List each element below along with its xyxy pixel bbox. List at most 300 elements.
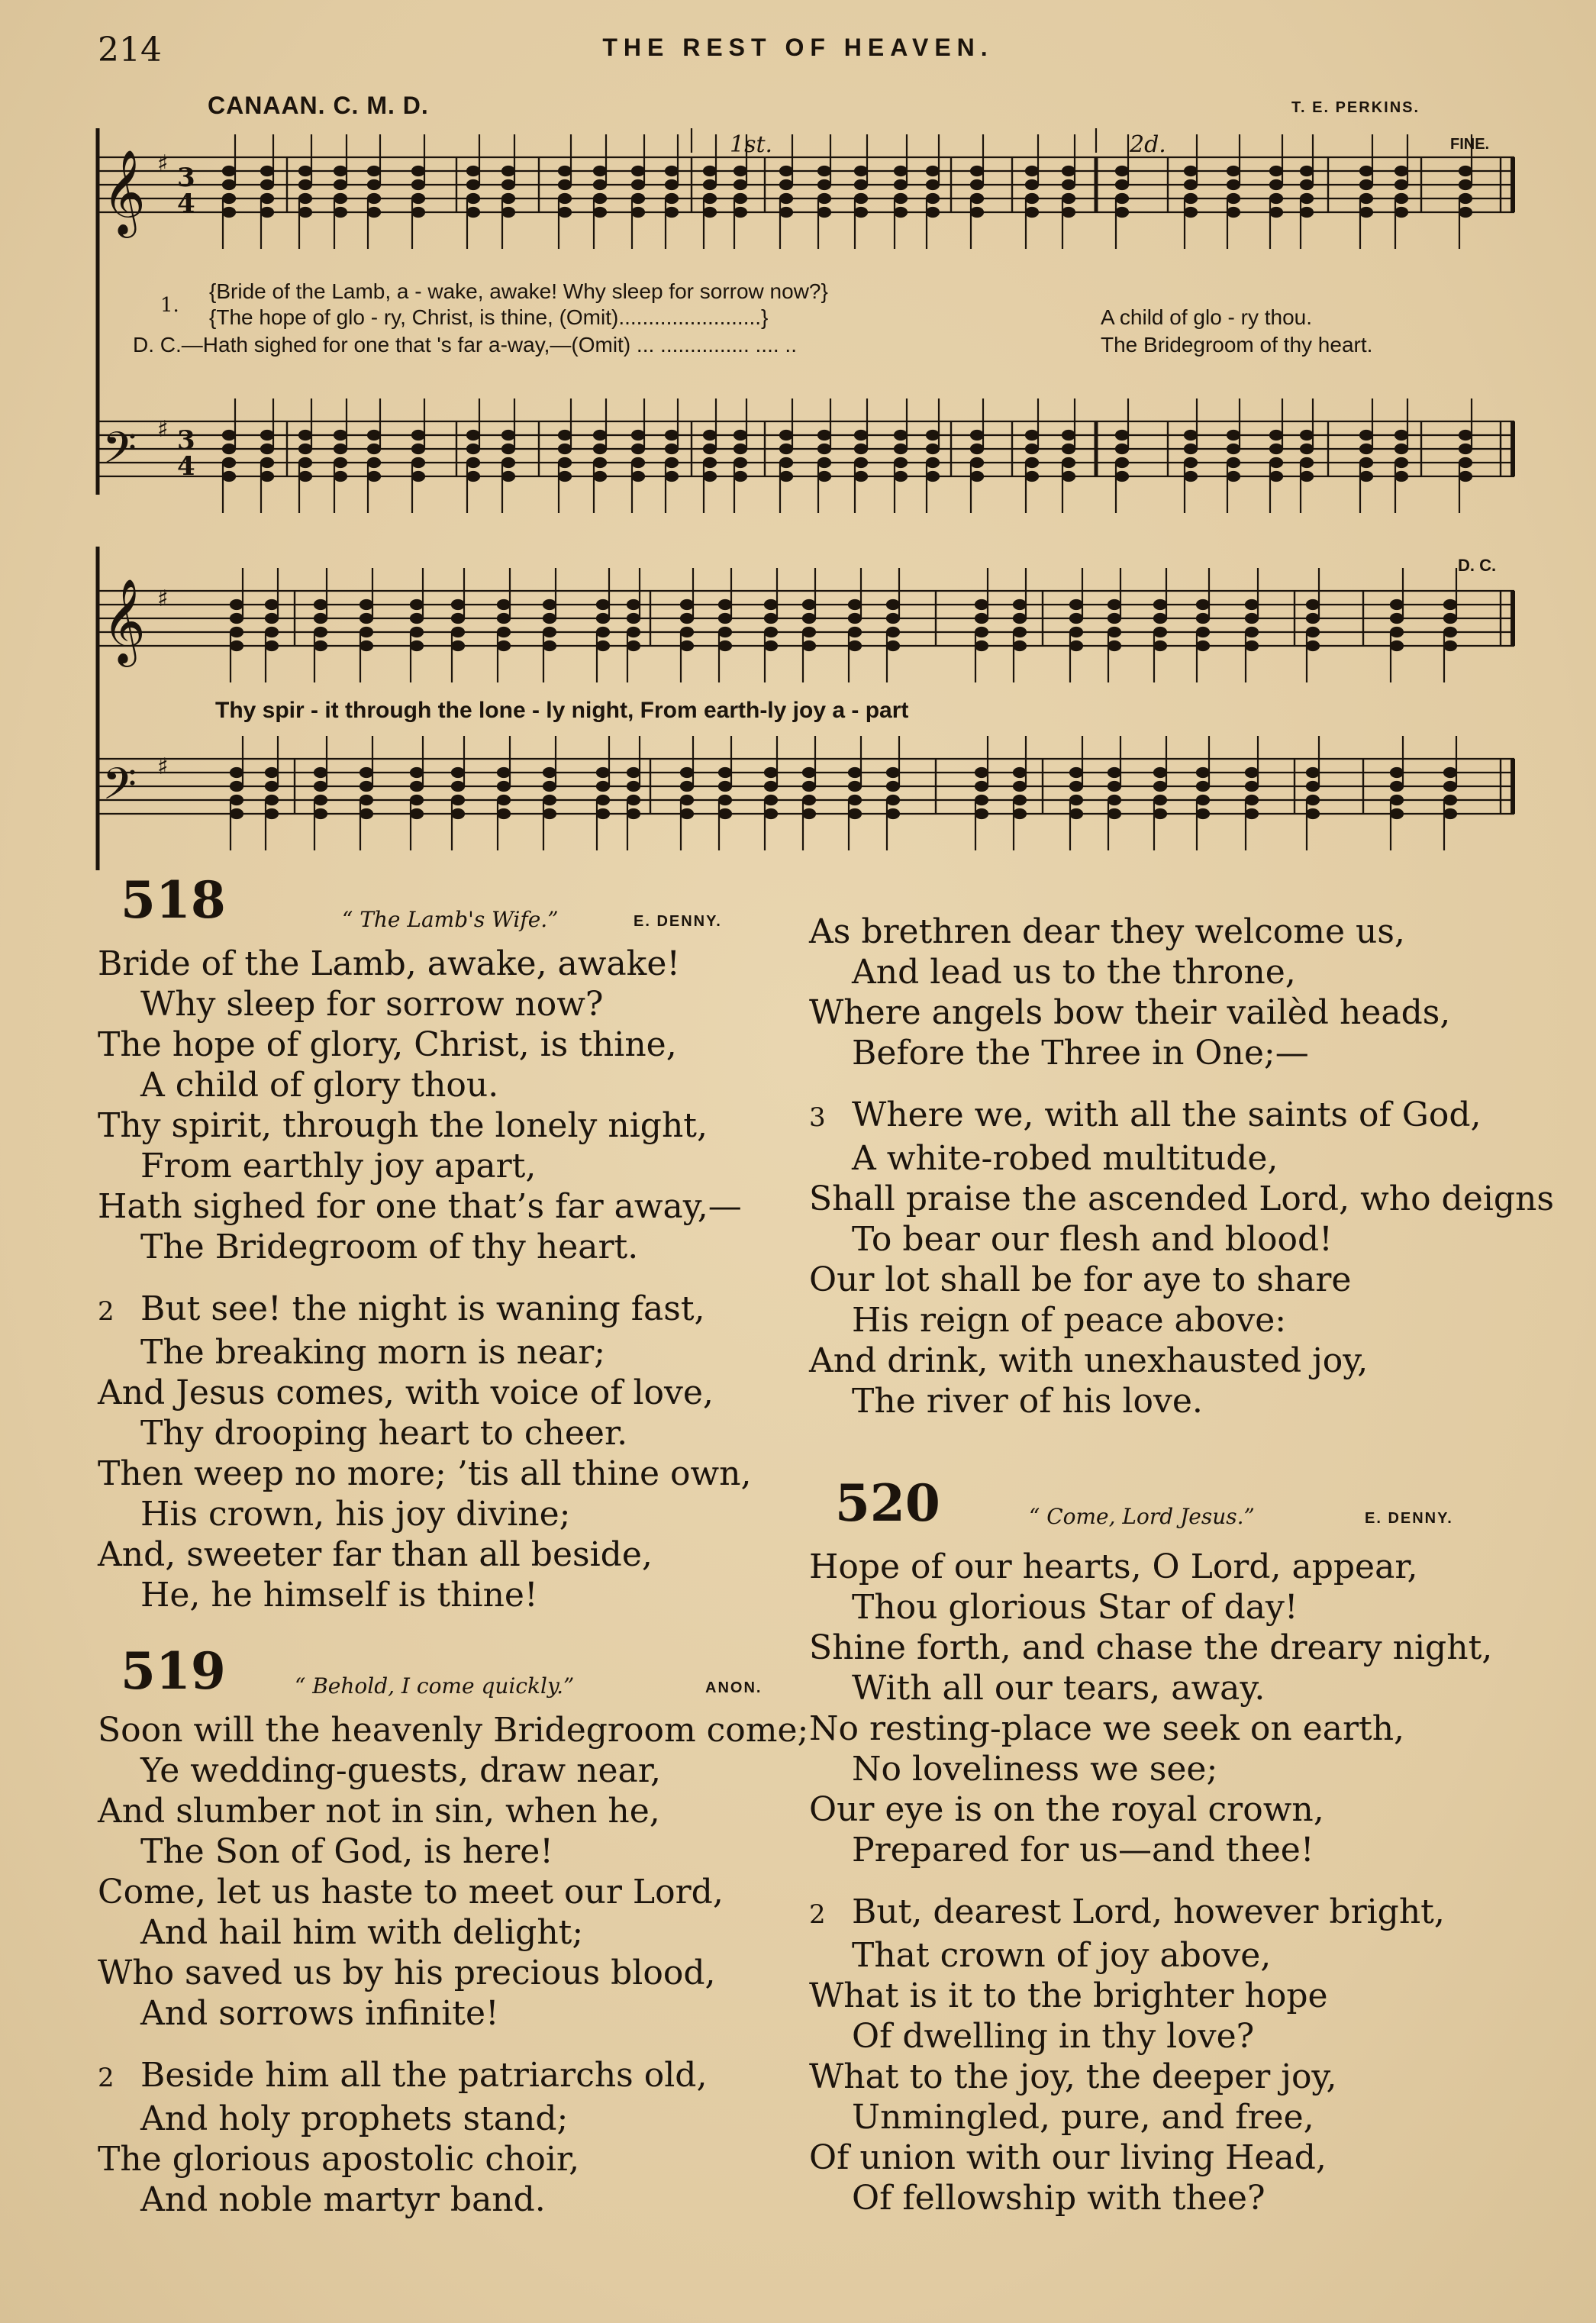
notehead (334, 431, 347, 440)
verse-line-text: And sorrows infinite! (140, 1994, 499, 2033)
notehead (1227, 208, 1240, 217)
notehead (780, 472, 792, 481)
notehead (734, 431, 746, 440)
notehead (803, 628, 815, 637)
notehead (1459, 208, 1472, 217)
notehead (780, 208, 792, 217)
notehead (895, 180, 907, 189)
notehead (927, 208, 939, 217)
verse-line (809, 1708, 1492, 1749)
notehead (498, 628, 510, 637)
notehead (543, 809, 556, 818)
verse-line (98, 2099, 808, 2139)
notehead (818, 208, 830, 217)
notehead (223, 180, 235, 189)
notehead (1270, 431, 1282, 440)
notehead (1227, 194, 1240, 203)
notehead (467, 458, 479, 467)
notehead (975, 795, 988, 805)
verse-line-text: Thy drooping heart to cheer. (140, 1414, 628, 1453)
notehead (818, 458, 830, 467)
notehead (855, 458, 867, 467)
notehead (597, 795, 609, 805)
notehead (360, 795, 372, 805)
notehead (412, 180, 424, 189)
notehead (231, 614, 243, 623)
notehead (1070, 614, 1082, 623)
notehead (498, 768, 510, 777)
notehead (1108, 600, 1120, 609)
notehead (1197, 628, 1209, 637)
verse-line (98, 2179, 808, 2220)
verse-line-text: Ye wedding-guests, draw near, (140, 1751, 661, 1790)
verse-line-text: That crown of joy above, (852, 1936, 1272, 1975)
hymn-author: E. DENNY. (1365, 1510, 1453, 1527)
notehead (266, 614, 278, 623)
notehead (314, 628, 327, 637)
notehead (803, 614, 815, 623)
verse-line (809, 1179, 1554, 1219)
notehead (266, 600, 278, 609)
notehead (467, 208, 479, 217)
notehead (975, 641, 988, 650)
notehead (627, 768, 640, 777)
verse-line-text: Thy spirit, through the lonely night, (98, 1106, 708, 1145)
notehead (1459, 194, 1472, 203)
notehead (334, 458, 347, 467)
notehead (498, 782, 510, 791)
notehead (887, 809, 899, 818)
notehead (597, 614, 609, 623)
notehead (1391, 641, 1403, 650)
underlay-line-2: Thy spir - it through the lone - ly night, From earth-ly joy a - part (215, 698, 909, 723)
verse-line-text: The river of his love. (852, 1382, 1203, 1421)
notehead (1270, 194, 1282, 203)
notehead (1360, 431, 1372, 440)
notehead (1108, 628, 1120, 637)
notehead (314, 614, 327, 623)
notehead (1391, 600, 1403, 609)
notehead (1301, 431, 1313, 440)
notehead (1391, 614, 1403, 623)
notehead (666, 458, 678, 467)
notehead (334, 444, 347, 453)
notehead (627, 641, 640, 650)
verse-line (809, 1935, 1492, 1976)
notehead (299, 431, 311, 440)
notehead (1270, 180, 1282, 189)
notehead (543, 600, 556, 609)
notehead (1307, 809, 1319, 818)
verse-line (98, 1024, 751, 1065)
notehead (1014, 614, 1026, 623)
notehead (803, 600, 815, 609)
notehead (412, 166, 424, 176)
notehead (1307, 782, 1319, 791)
notehead (597, 782, 609, 791)
notehead (849, 768, 861, 777)
notehead (765, 782, 777, 791)
notehead (1227, 444, 1240, 453)
notehead (734, 458, 746, 467)
notehead (334, 194, 347, 203)
hymn-number: 518 (121, 870, 226, 930)
verse-line-text: The hope of glory, Christ, is thine, (98, 1025, 677, 1064)
notehead (368, 444, 380, 453)
notehead (1270, 472, 1282, 481)
notehead (411, 795, 423, 805)
notehead (1185, 208, 1197, 217)
verse-line-text: What to the joy, the deeper joy, (809, 2057, 1337, 2096)
hymn-title: “ Come, Lord Jesus.” (1029, 1504, 1255, 1529)
notehead (231, 768, 243, 777)
notehead (543, 628, 556, 637)
notehead (261, 208, 273, 217)
notehead (734, 472, 746, 481)
notehead (1070, 795, 1082, 805)
treble-clef-icon: 𝄞 (102, 578, 146, 663)
notehead (765, 614, 777, 623)
verse-line (809, 1587, 1492, 1628)
notehead (261, 194, 273, 203)
notehead (627, 795, 640, 805)
notehead (223, 458, 235, 467)
verse-line (809, 1381, 1554, 1421)
notehead (765, 628, 777, 637)
stanza-number: 2 (98, 1296, 114, 1327)
notehead (1395, 208, 1407, 217)
notehead (1026, 472, 1038, 481)
verse-line (98, 1413, 751, 1453)
notehead (1301, 208, 1313, 217)
verse-line-text: Hope of our hearts, O Lord, appear, (809, 1547, 1418, 1586)
notehead (411, 614, 423, 623)
notehead (543, 782, 556, 791)
verse-line (809, 1892, 1492, 1935)
notehead (412, 458, 424, 467)
notehead (543, 614, 556, 623)
notehead (452, 641, 464, 650)
verse-line-text: His reign of peace above: (852, 1301, 1287, 1340)
notehead (1014, 809, 1026, 818)
notehead (704, 166, 716, 176)
verse-line-text: Then weep no more; ’tis all thine own, (98, 1454, 752, 1493)
notehead (975, 782, 988, 791)
notehead (719, 809, 731, 818)
notehead (887, 600, 899, 609)
notehead (975, 768, 988, 777)
notehead (855, 166, 867, 176)
verse-line (98, 1105, 751, 1146)
notehead (412, 444, 424, 453)
verse-line (98, 1186, 751, 1227)
notehead (627, 600, 640, 609)
notehead (1444, 600, 1456, 609)
notehead (543, 641, 556, 650)
verse-line-text: And, sweeter far than all beside, (98, 1535, 653, 1574)
notehead (927, 194, 939, 203)
verse-line (98, 1953, 808, 1993)
notehead (719, 795, 731, 805)
notehead (1307, 614, 1319, 623)
notehead (734, 166, 746, 176)
verse-line-text: And drink, with unexhausted joy, (809, 1341, 1369, 1380)
notehead (1395, 472, 1407, 481)
notehead (597, 600, 609, 609)
notehead (266, 628, 278, 637)
notehead (971, 458, 983, 467)
notehead (1185, 431, 1197, 440)
notehead (502, 166, 514, 176)
notehead (261, 458, 273, 467)
verse-line (98, 1831, 808, 1872)
verse-line (809, 1260, 1554, 1300)
notehead (360, 768, 372, 777)
notehead (1301, 166, 1313, 176)
notehead (1395, 458, 1407, 467)
notehead (1116, 431, 1128, 440)
hymn-author: ANON. (705, 1679, 763, 1696)
notehead (719, 600, 731, 609)
notehead (1395, 166, 1407, 176)
notehead (681, 628, 693, 637)
notehead (681, 600, 693, 609)
notehead (1014, 628, 1026, 637)
verse-line-text: And slumber not in sin, when he, (98, 1792, 660, 1831)
notehead (261, 444, 273, 453)
notehead (266, 795, 278, 805)
notehead (849, 782, 861, 791)
underlay-line-1a: {Bride of the Lamb, a - wake, awake! Why sleep for sorrow now?} (209, 279, 828, 303)
notehead (543, 795, 556, 805)
notehead (467, 431, 479, 440)
notehead (1227, 472, 1240, 481)
notehead (627, 614, 640, 623)
sharp-icon: ♯ (157, 586, 169, 612)
notehead (1227, 180, 1240, 189)
verse-line-text: Hath sighed for one that’s far away,— (98, 1187, 742, 1226)
notehead (971, 166, 983, 176)
notehead (1185, 444, 1197, 453)
notehead (1014, 768, 1026, 777)
notehead (1108, 809, 1120, 818)
notehead (627, 809, 640, 818)
notehead (975, 628, 988, 637)
notehead (1108, 782, 1120, 791)
verse-line-text: With all our tears, away. (852, 1669, 1266, 1708)
notehead (1185, 458, 1197, 467)
verse-line-text: To bear our flesh and blood! (852, 1220, 1333, 1259)
underlay-line-1e: The Bridegroom of thy heart. (1101, 333, 1373, 357)
notehead (1307, 628, 1319, 637)
notehead (368, 166, 380, 176)
verse-line (98, 1373, 751, 1413)
notehead (411, 628, 423, 637)
notehead (594, 180, 606, 189)
notehead (360, 641, 372, 650)
hymn-author: E. DENNY. (634, 913, 722, 930)
notehead (299, 194, 311, 203)
notehead (627, 628, 640, 637)
notehead (559, 166, 571, 176)
verse-line (809, 1830, 1492, 1870)
notehead (1246, 600, 1258, 609)
notehead (1197, 641, 1209, 650)
notehead (266, 809, 278, 818)
notehead (1154, 809, 1166, 818)
notehead (368, 431, 380, 440)
notehead (927, 444, 939, 453)
notehead (452, 614, 464, 623)
notehead (597, 768, 609, 777)
notehead (1062, 444, 1075, 453)
svg-text:3: 3 (177, 163, 195, 193)
notehead (334, 208, 347, 217)
notehead (1062, 458, 1075, 467)
notehead (1062, 472, 1075, 481)
verse-line-text: What is it to the brighter hope (809, 1976, 1328, 2015)
stanza-number: 3 (809, 1102, 826, 1133)
notehead (559, 180, 571, 189)
notehead (1116, 208, 1128, 217)
notehead (411, 641, 423, 650)
verse-line (98, 1575, 751, 1615)
notehead (681, 614, 693, 623)
verse-line-text: Bride of the Lamb, awake, awake! (98, 944, 681, 983)
notehead (818, 180, 830, 189)
notehead (1301, 444, 1313, 453)
notehead (1395, 180, 1407, 189)
notehead (803, 795, 815, 805)
notehead (927, 472, 939, 481)
notehead (1444, 782, 1456, 791)
notehead (1116, 458, 1128, 467)
notehead (1444, 809, 1456, 818)
bass-clef-icon: 𝄢 (102, 422, 137, 485)
notehead (299, 180, 311, 189)
notehead (1026, 431, 1038, 440)
notehead (559, 472, 571, 481)
notehead (780, 431, 792, 440)
notehead (299, 444, 311, 453)
notehead (594, 431, 606, 440)
verse-line-text: Of dwelling in thy love? (852, 2017, 1255, 2056)
notehead (1197, 795, 1209, 805)
notehead (681, 809, 693, 818)
notehead (895, 431, 907, 440)
notehead (927, 180, 939, 189)
notehead (1459, 431, 1472, 440)
verse-line (809, 1341, 1554, 1381)
notehead (1301, 472, 1313, 481)
notehead (1307, 600, 1319, 609)
notehead (1246, 641, 1258, 650)
notehead (681, 641, 693, 650)
notehead (1197, 782, 1209, 791)
notehead (1395, 194, 1407, 203)
verse-line (98, 1227, 751, 1267)
verse-line (98, 1872, 808, 1912)
notehead (1116, 180, 1128, 189)
notehead (971, 472, 983, 481)
notehead (818, 444, 830, 453)
notehead (780, 458, 792, 467)
notehead (452, 628, 464, 637)
sharp-icon: ♯ (157, 753, 169, 780)
verse-line (809, 1668, 1492, 1708)
notehead (1360, 166, 1372, 176)
bass-clef-icon: 𝄢 (102, 758, 137, 821)
verse-line (98, 1494, 751, 1534)
notehead (971, 194, 983, 203)
notehead (1246, 809, 1258, 818)
notehead (704, 431, 716, 440)
notehead (1227, 458, 1240, 467)
notehead (895, 208, 907, 217)
notehead (803, 809, 815, 818)
verse-line (98, 1710, 808, 1750)
verse-line (98, 1065, 751, 1105)
notehead (681, 768, 693, 777)
notehead (1395, 431, 1407, 440)
notehead (1246, 614, 1258, 623)
notehead (597, 809, 609, 818)
notehead (360, 614, 372, 623)
hymn-number: 519 (121, 1641, 226, 1701)
notehead (502, 180, 514, 189)
notehead (1185, 472, 1197, 481)
svg-text:4: 4 (177, 451, 195, 482)
verse-line-text: And Jesus comes, with voice of love, (98, 1373, 714, 1412)
notehead (681, 782, 693, 791)
notehead (231, 628, 243, 637)
hymn-text-519 (98, 1710, 808, 2220)
notehead (231, 782, 243, 791)
notehead (1227, 431, 1240, 440)
running-title: THE REST OF HEAVEN. (602, 34, 994, 61)
notehead (368, 180, 380, 189)
verse-line (809, 2057, 1492, 2097)
notehead (855, 472, 867, 481)
notehead (895, 444, 907, 453)
notehead (1062, 166, 1075, 176)
notehead (1360, 180, 1372, 189)
notehead (1108, 795, 1120, 805)
notehead (975, 809, 988, 818)
notehead (498, 600, 510, 609)
notehead (467, 194, 479, 203)
notehead (559, 208, 571, 217)
notehead (412, 431, 424, 440)
verse-line-text: From earthly joy apart, (140, 1147, 537, 1186)
notehead (1459, 472, 1472, 481)
verse-line-text: Come, let us haste to meet our Lord, (98, 1873, 724, 1912)
notehead (261, 431, 273, 440)
underlay-line-1c: A child of glo - ry thou. (1101, 305, 1313, 329)
notehead (632, 444, 644, 453)
verse-line (809, 1138, 1554, 1179)
notehead (818, 472, 830, 481)
sharp-icon: ♯ (157, 416, 169, 443)
notehead (666, 166, 678, 176)
notehead (849, 641, 861, 650)
notehead (1459, 166, 1472, 176)
notehead (1154, 628, 1166, 637)
notehead (360, 628, 372, 637)
notehead (314, 782, 327, 791)
notehead (299, 166, 311, 176)
notehead (1116, 194, 1128, 203)
